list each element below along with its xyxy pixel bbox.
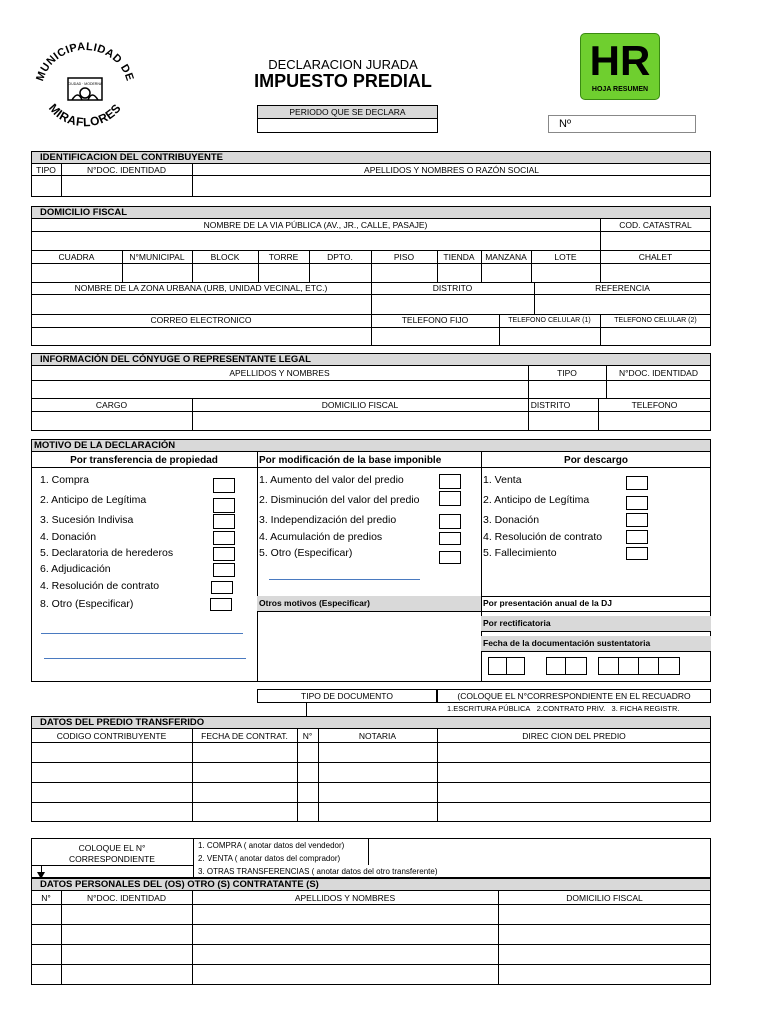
- rectificatoria-label[interactable]: Por rectificatoria: [481, 616, 711, 631]
- modificacion-item-disminucion: 2. Disminución del valor del predio: [259, 494, 420, 506]
- conyuge-telefono-input[interactable]: [599, 412, 710, 430]
- descargo-item-venta: 1. Venta: [483, 474, 522, 486]
- razon-social-input[interactable]: [193, 176, 710, 196]
- adjudicacion-checkbox[interactable]: [213, 563, 235, 577]
- aumento-checkbox[interactable]: [439, 474, 461, 489]
- modificacion-especificar-line[interactable]: [269, 579, 420, 580]
- conyuge-domicilio-input[interactable]: [193, 412, 527, 430]
- conyuge-apellidos-label: APELLIDOS Y NOMBRES: [229, 368, 330, 378]
- tipo-documento-options: [447, 704, 679, 713]
- predio-title: DATOS DEL PREDIO TRANSFERIDO: [31, 716, 711, 729]
- cargo-label: CARGO: [95, 400, 128, 410]
- motivo-title: MOTIVO DE LA DECLARACIÓN: [31, 439, 711, 452]
- descargo-resolucion-checkbox[interactable]: [626, 530, 648, 544]
- logo-top-text: MUNICIPALIDAD DE: [34, 40, 136, 83]
- periodo-label-text: PERIODO QUE SE DECLARA: [289, 107, 406, 117]
- lote-label: LOTE: [554, 252, 577, 262]
- distrito-input[interactable]: [372, 295, 533, 313]
- celular1-input[interactable]: [500, 328, 599, 345]
- conyuge-title: INFORMACIÓN DEL CÓNYUGE O REPRESENTANTE LEGAL: [31, 353, 711, 366]
- descargo-item-resolucion: 4. Resolución de contrato: [483, 531, 603, 543]
- conyuge-domicilio-label: DOMICILIO FISCAL: [321, 400, 399, 410]
- transferencia-item-otro: 8. Otro (Especificar): [40, 598, 134, 610]
- codigo-contribuyente-label: CODIGO CONTRIBUYENTE: [56, 731, 167, 741]
- transferencia-item-resolucion: 4. Resolución de contrato: [40, 580, 160, 592]
- resolucion-checkbox[interactable]: [211, 581, 233, 594]
- transferencia-item-herederos: 5. Declaratoria de herederos: [40, 547, 174, 559]
- fecha-contrato-label: FECHA DE CONTRAT.: [201, 731, 288, 741]
- zona-urbana-label: NOMBRE DE LA ZONA URBANA (URB, UNIDAD VECINAL, ETC.): [74, 283, 328, 293]
- conyuge-telefono-label: TELEFONO: [631, 400, 678, 410]
- conyuge-apellidos-input[interactable]: [32, 381, 527, 397]
- notaria-label: NOTARIA: [358, 731, 397, 741]
- doc-identidad-input[interactable]: [62, 176, 191, 196]
- zona-urbana-input[interactable]: [32, 295, 370, 313]
- celular1-label: TELEFONO CELULAR (1): [508, 317, 591, 324]
- form-title: IMPUESTO PREDIAL: [254, 71, 432, 91]
- celular2-input[interactable]: [601, 328, 710, 345]
- sucesion-checkbox[interactable]: [213, 514, 235, 529]
- otro-checkbox[interactable]: [210, 598, 232, 611]
- conyuge-doc-input[interactable]: [607, 381, 710, 397]
- disminucion-checkbox[interactable]: [439, 491, 461, 506]
- correo-label: CORREO ELECTRONICO: [150, 315, 252, 325]
- correo-input[interactable]: [32, 328, 370, 345]
- venta-checkbox[interactable]: [626, 476, 648, 490]
- conyuge-distrito-label: DISTRITO: [530, 400, 571, 410]
- telefono-fijo-label: TELEFONO FIJO: [401, 315, 469, 325]
- hr-badge-caption: HOJA RESUMEN: [591, 86, 649, 93]
- logo-inner-text: CIUDAD · MODERNA: [67, 82, 103, 86]
- coloque-input[interactable]: [369, 839, 710, 864]
- municipal-logo: [30, 38, 140, 133]
- cargo-input[interactable]: [32, 412, 191, 430]
- tipo-input[interactable]: [32, 176, 60, 196]
- chalet-label: CHALET: [638, 252, 673, 262]
- anticipo-checkbox[interactable]: [213, 498, 235, 513]
- opt-ficha: 3. FICHA REGISTR.: [611, 704, 680, 713]
- compra-checkbox[interactable]: [213, 478, 235, 493]
- svg-text:MUNICIPALIDAD DE: [34, 41, 136, 83]
- tipo-documento-instr: (COLOQUE EL N°CORRESPONDIENTE EN EL RECUADRO: [457, 691, 691, 701]
- predio-row-1[interactable]: [32, 743, 710, 761]
- direccion-predio-label: DIREC CION DEL PREDIO: [522, 731, 626, 741]
- coloque-opt-compra: 1. COMPRA ( anotar datos del vendedor): [198, 841, 345, 850]
- modificacion-otro-checkbox[interactable]: [439, 551, 461, 564]
- descargo-item-donacion: 3. Donación: [483, 514, 540, 526]
- tipo-documento-label: TIPO DE DOCUMENTO: [301, 691, 393, 701]
- torre-label: TORRE: [268, 252, 299, 262]
- modificacion-item-otro: 5. Otro (Especificar): [259, 547, 353, 559]
- otros-motivos-label: Otros motivos (Especificar): [257, 596, 481, 611]
- cuadra-label: CUADRA: [58, 252, 95, 262]
- personales-row-3[interactable]: [32, 945, 710, 963]
- conyuge-doc-label: N°DOC. IDENTIDAD: [619, 368, 698, 378]
- col-tipo: TIPO: [36, 165, 56, 175]
- celular2-label: TELEFONO CELULAR (2): [614, 317, 697, 324]
- modificacion-item-acumulacion: 4. Acumulación de predios: [259, 531, 383, 543]
- periodo-input[interactable]: [257, 118, 438, 133]
- logo-bottom-text: MIRAFLORES: [46, 100, 124, 130]
- manzana-label: MANZANA: [485, 252, 527, 262]
- numero-label: Nº: [559, 118, 571, 130]
- referencia-label: REFERENCIA: [595, 283, 650, 293]
- personales-domicilio-label: DOMICILIO FISCAL: [566, 893, 643, 903]
- otros-motivos-input[interactable]: [258, 612, 480, 681]
- otro-especificar-line-1[interactable]: [41, 633, 243, 634]
- num-municipal-label: N°MUNICIPAL: [129, 252, 185, 262]
- fecha-anio-1[interactable]: [598, 657, 619, 675]
- conyuge-distrito-input[interactable]: [529, 412, 597, 430]
- periodo-label: [257, 105, 438, 119]
- transferencia-item-adjudicacion: 6. Adjudicación: [40, 563, 111, 575]
- descargo-anticipo-checkbox[interactable]: [626, 496, 648, 510]
- dpto-label: DPTO.: [327, 252, 353, 262]
- acumulacion-checkbox[interactable]: [439, 532, 461, 545]
- presentacion-anual-label[interactable]: Por presentación anual de la DJ: [483, 598, 612, 608]
- descargo-donacion-checkbox[interactable]: [626, 513, 648, 527]
- hr-badge: [580, 33, 660, 100]
- personales-doc-label: N°DOC. IDENTIDAD: [87, 893, 166, 903]
- transferencia-item-donacion: 4. Donación: [40, 531, 97, 543]
- fallecimiento-checkbox[interactable]: [626, 547, 648, 560]
- conyuge-tipo-input[interactable]: [529, 381, 605, 397]
- numero-field[interactable]: [548, 115, 696, 133]
- fecha-dia-2[interactable]: [506, 657, 525, 675]
- domicilio-title: DOMICILIO FISCAL: [31, 206, 711, 219]
- via-publica-label: NOMBRE DE LA VIA PÚBLICA (AV., JR., CALLE, PASAJE): [203, 220, 428, 230]
- coloque-opt-otras: 3. OTRAS TRANSFERENCIAS ( anotar datos del otro transferente): [198, 867, 438, 876]
- personales-numero-label: N°: [41, 893, 51, 903]
- block-label: BLOCK: [210, 252, 240, 262]
- via-publica-input[interactable]: [32, 232, 599, 249]
- coloque-opt-venta: 2. VENTA ( anotar datos del comprador): [198, 854, 341, 863]
- otro-especificar-line-2[interactable]: [44, 658, 246, 659]
- predio-row-2[interactable]: [32, 763, 710, 781]
- col-transferencia-title: Por transferencia de propiedad: [70, 455, 218, 466]
- cod-catastral-input[interactable]: [601, 232, 710, 249]
- opt-escritura: 1.ESCRITURA PÚBLICA: [447, 704, 531, 713]
- col-descargo-title: Por descargo: [564, 455, 628, 466]
- conyuge-tipo-label: TIPO: [557, 368, 577, 378]
- hr-badge-code: HR: [589, 37, 651, 84]
- transferencia-item-sucesion: 3. Sucesión Indivisa: [40, 514, 134, 526]
- independizacion-checkbox[interactable]: [439, 514, 461, 529]
- fecha-anio-4[interactable]: [658, 657, 680, 675]
- fecha-dia-1[interactable]: [488, 657, 507, 675]
- descargo-item-anticipo: 2. Anticipo de Legítima: [483, 494, 590, 506]
- logo-seal-icon: [30, 38, 140, 133]
- fecha-anio-2[interactable]: [618, 657, 639, 675]
- opt-contrato: 2.CONTRATO PRIV.: [536, 704, 606, 713]
- fecha-mes-1[interactable]: [546, 657, 566, 675]
- fecha-documentacion-label: Fecha de la documentación sustentatoria: [481, 636, 711, 651]
- transferencia-item-compra: 1. Compra: [40, 474, 90, 486]
- form-subtitle: DECLARACION JURADA: [268, 57, 418, 72]
- modificacion-item-aumento: 1. Aumento del valor del predio: [259, 474, 404, 486]
- piso-label: PISO: [393, 252, 415, 262]
- modificacion-item-independizacion: 3. Independización del predio: [259, 514, 397, 526]
- predio-row-4[interactable]: [32, 803, 710, 821]
- personales-row-1[interactable]: [32, 905, 710, 923]
- cod-catastral-label: COD. CATASTRAL: [619, 220, 692, 230]
- coloque-label-1: COLOQUE EL N°: [78, 843, 146, 853]
- personales-row-4[interactable]: [32, 965, 710, 984]
- personales-apellidos-label: APELLIDOS Y NOMBRES: [294, 893, 396, 903]
- contribuyente-title: IDENTIFICACION DEL CONTRIBUYENTE: [31, 151, 711, 164]
- predio-row-3[interactable]: [32, 783, 710, 801]
- fecha-mes-2[interactable]: [565, 657, 587, 675]
- distrito-label: DISTRITO: [432, 283, 473, 293]
- col-modificacion-title: Por modificación de la base imponible: [259, 455, 442, 466]
- donacion-checkbox[interactable]: [213, 531, 235, 545]
- col-apellidos-razon: APELLIDOS Y NOMBRES O RAZÓN SOCIAL: [364, 165, 539, 175]
- coloque-label-2: CORRESPONDIENTE: [69, 854, 155, 864]
- referencia-input[interactable]: [535, 295, 710, 313]
- tienda-label: TIENDA: [443, 252, 475, 262]
- personales-title: DATOS PERSONALES DEL (OS) OTRO (S) CONTRATANTE (S): [31, 878, 711, 891]
- herederos-checkbox[interactable]: [213, 547, 235, 561]
- personales-row-2[interactable]: [32, 925, 710, 943]
- telefono-fijo-input[interactable]: [372, 328, 498, 345]
- svg-text:MIRAFLORES: [46, 101, 124, 129]
- descargo-item-fallecimiento: 5. Fallecimiento: [483, 547, 557, 559]
- col-doc-identidad: N°DOC. IDENTIDAD: [87, 165, 166, 175]
- predio-numero-label: N°: [302, 731, 313, 741]
- fecha-anio-3[interactable]: [638, 657, 659, 675]
- transferencia-item-anticipo: 2. Anticipo de Legítima: [40, 494, 147, 506]
